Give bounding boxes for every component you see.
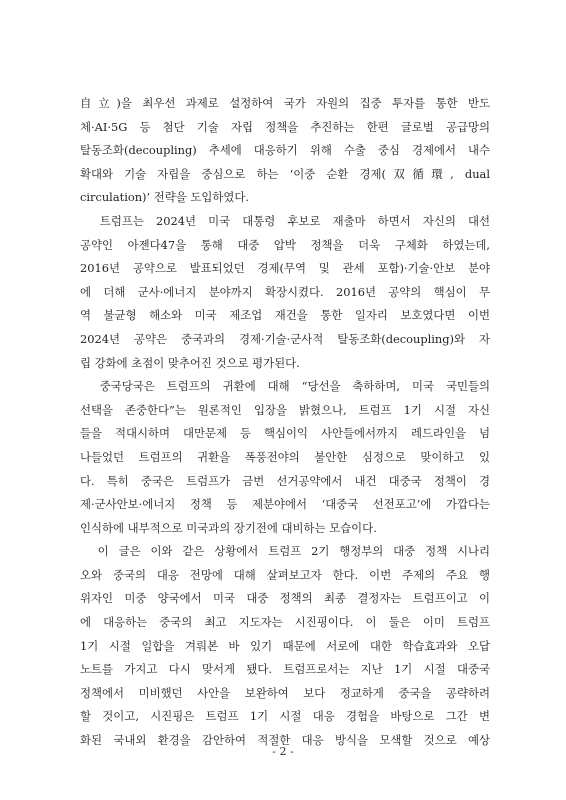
- page-number: - 2 -: [272, 745, 294, 758]
- text-line: 이 글은 이와 같은 상황에서 트럼프 2기 행정부의 대중 정책 시나리: [80, 544, 490, 559]
- text-line: 제·군사안보·에너지 정책 등 제분야에서 ‘대중국 선전포고’에 가깝다는: [80, 497, 490, 512]
- text-line: 오와 중국의 대응 전망에 대해 살펴보고자 한다. 이번 주제의 주요 행: [80, 567, 490, 582]
- text-line: 확대와 기술 자립을 중심으로 하는 ‘이중 순환 경제(双循環, dual: [80, 166, 490, 181]
- text-line: 2016년 공약으로 발표되었던 경제(무역 및 관세 포함)·기술·안보 분야: [80, 261, 490, 276]
- text-line: 들을 적대시하며 대만문제 등 핵심이익 사안들에서까지 레드라인을 넘: [80, 426, 490, 441]
- text-line: 공약인 아젠다47을 통해 대중 압박 정책을 더욱 구체화 하였는데,: [80, 237, 490, 252]
- text-line: 정책에서 미비했던 사안을 보완하여 보다 정교하게 중국을 공략하려: [80, 685, 490, 700]
- text-line: circulation)’ 전략을 도입하였다.: [80, 190, 249, 205]
- text-line: 에 더해 군사·에너지 분야까지 확장시켰다. 2016년 공약의 핵심이 무: [80, 284, 490, 299]
- text-line: 노트를 가지고 다시 맞서게 됐다. 트럼프로서는 지난 1기 시절 대중국: [80, 662, 490, 677]
- text-line: 역 불균형 해소와 미국 제조업 재건을 통한 일자리 보호였다면 이번: [80, 308, 490, 323]
- text-line: 탈동조화(decoupling) 추세에 대응하기 위해 수출 중심 경제에서 내수: [80, 143, 490, 158]
- body-text: [80, 92, 490, 753]
- text-line: 다. 특히 중국은 트럼프가 금번 선거공약에서 내건 대중국 정책이 경: [80, 473, 490, 488]
- text-line: 나들었던 트럼프의 귀환을 폭풍전야의 불안한 심정으로 맞이하고 있: [80, 449, 490, 464]
- text-line: 체·AI·5G 등 첨단 기술 자립 정책을 추진하는 한편 글로벌 공급망의: [80, 119, 490, 134]
- text-line: 에 대응하는 중국의 최고 지도자는 시진핑이다. 이 둘은 이미 트럼프: [80, 615, 490, 630]
- text-line: 위자인 미중 양국에서 미국 대중 정책의 최종 결정자는 트럼프이고 이: [80, 591, 490, 606]
- text-line: 自立)을 최우선 과제로 설정하여 국가 자원의 집중 투자를 통한 반도: [80, 96, 490, 110]
- text-line: 1기 시절 일합을 겨뤄본 바 있기 때문에 서로에 대한 학습효과와 오답: [80, 638, 490, 653]
- text-line: 인식하에 내부적으로 미국과의 장기전에 대비하는 모습이다.: [80, 520, 377, 535]
- text-line: 화된 국내외 환경을 감안하여 적절한 대응 방식을 모색할 것으로 예상: [80, 733, 490, 748]
- text-line: 선택을 존중한다”는 원론적인 입장을 밝혔으나, 트럼프 1기 시절 자신: [80, 402, 490, 417]
- text-line: 중국당국은 트럼프의 귀환에 대해 “당선을 축하하며, 미국 국민들의: [80, 379, 490, 394]
- text-line: 할 것이고, 시진핑은 트럼프 1기 시절 대응 경험을 바탕으로 그간 변: [80, 709, 490, 724]
- text-line: 트럼프는 2024년 미국 대통령 후보로 재출마 하면서 자신의 대선: [80, 213, 490, 228]
- text-line: 2024년 공약은 중국과의 경제·기술·군사적 탈동조화(decoupling)와 자: [80, 331, 490, 346]
- text-line: 립 강화에 초점이 맞추어진 것으로 평가된다.: [80, 355, 300, 370]
